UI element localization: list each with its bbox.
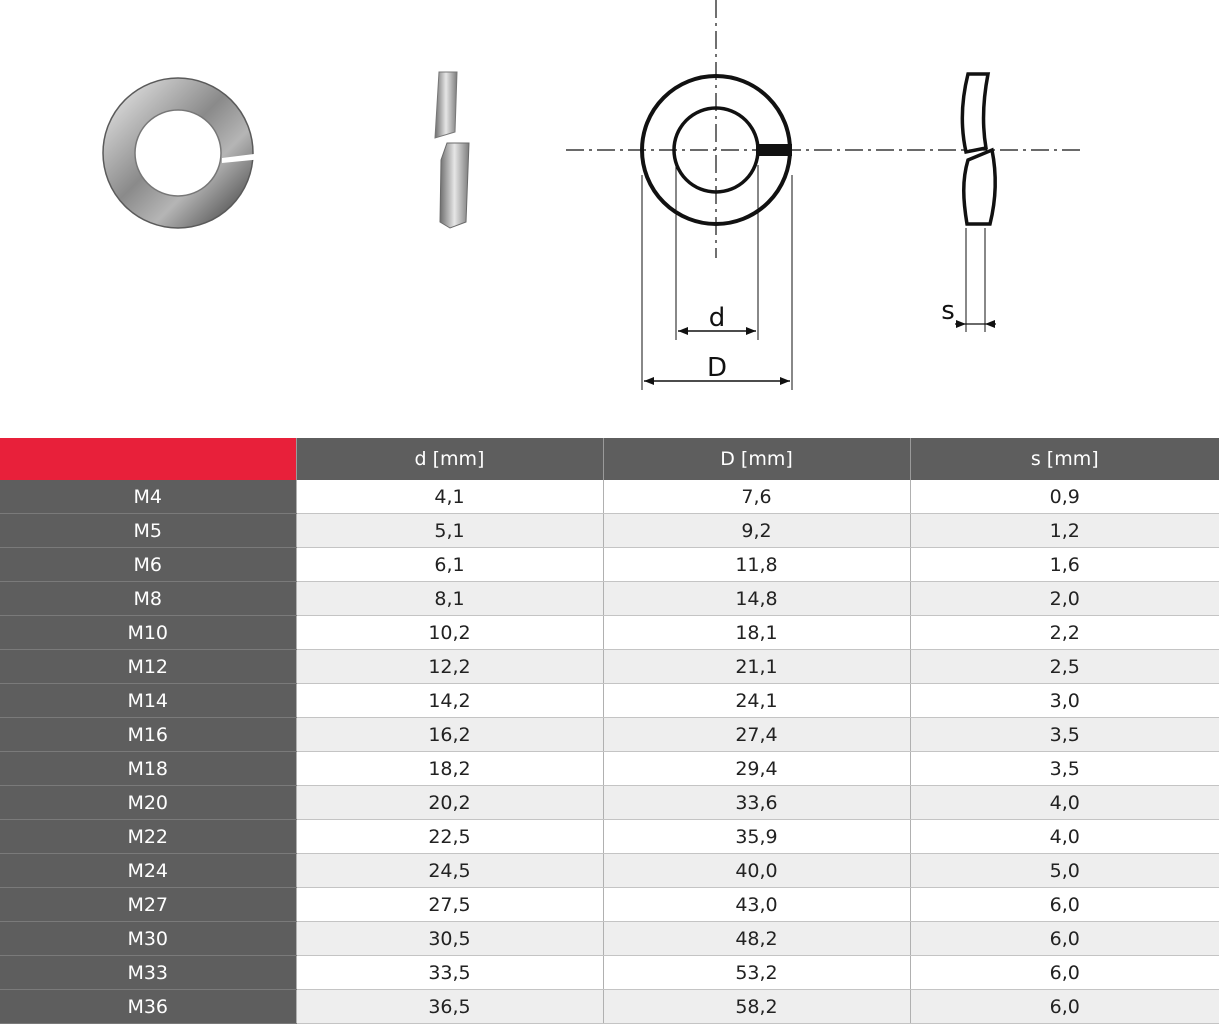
d-cell: 33,5	[296, 956, 603, 990]
table-row	[0, 786, 1219, 820]
size-cell: M6	[0, 548, 296, 582]
s-cell: 3,5	[910, 718, 1219, 752]
d-cell: 27,5	[296, 888, 603, 922]
D-cell: 27,4	[603, 718, 910, 752]
s-cell: 0,9	[910, 480, 1219, 514]
washer-photo-top	[103, 78, 262, 228]
table-row	[0, 956, 1219, 990]
s-cell: 2,5	[910, 650, 1219, 684]
size-cell: M18	[0, 752, 296, 786]
D-cell: 29,4	[603, 752, 910, 786]
d-cell: 30,5	[296, 922, 603, 956]
d-cell: 14,2	[296, 684, 603, 718]
d-cell: 12,2	[296, 650, 603, 684]
d-cell: 16,2	[296, 718, 603, 752]
size-cell: M30	[0, 922, 296, 956]
d-cell: 6,1	[296, 548, 603, 582]
D-cell: 21,1	[603, 650, 910, 684]
D-cell: 24,1	[603, 684, 910, 718]
washer-drawing-side	[955, 74, 996, 332]
size-cell: M8	[0, 582, 296, 616]
D-cell: 58,2	[603, 990, 910, 1024]
size-cell: M33	[0, 956, 296, 990]
D-cell: 18,1	[603, 616, 910, 650]
s-cell: 2,2	[910, 616, 1219, 650]
s-cell: 2,0	[910, 582, 1219, 616]
header-s: s [mm]	[910, 438, 1219, 480]
D-cell: 48,2	[603, 922, 910, 956]
table-row	[0, 854, 1219, 888]
header-corner	[0, 438, 296, 480]
D-cell: 33,6	[603, 786, 910, 820]
table-header-row	[0, 438, 1219, 480]
table-row	[0, 650, 1219, 684]
D-cell: 11,8	[603, 548, 910, 582]
spring-washer-figure	[0, 0, 1219, 438]
D-cell: 43,0	[603, 888, 910, 922]
table-row	[0, 888, 1219, 922]
s-cell: 6,0	[910, 956, 1219, 990]
size-cell: M24	[0, 854, 296, 888]
d-cell: 24,5	[296, 854, 603, 888]
s-cell: 6,0	[910, 922, 1219, 956]
D-cell: 7,6	[603, 480, 910, 514]
size-cell: M22	[0, 820, 296, 854]
D-cell: 40,0	[603, 854, 910, 888]
size-cell: M20	[0, 786, 296, 820]
s-cell: 3,5	[910, 752, 1219, 786]
D-cell: 53,2	[603, 956, 910, 990]
size-cell: M14	[0, 684, 296, 718]
s-cell: 6,0	[910, 990, 1219, 1024]
d-cell: 18,2	[296, 752, 603, 786]
size-cell: M16	[0, 718, 296, 752]
table-row	[0, 548, 1219, 582]
s-cell: 6,0	[910, 888, 1219, 922]
d-cell: 20,2	[296, 786, 603, 820]
s-cell: 3,0	[910, 684, 1219, 718]
washer-drawing-top	[566, 0, 1083, 390]
table-row	[0, 752, 1219, 786]
table-row	[0, 820, 1219, 854]
dimensions-table	[0, 438, 1219, 1024]
table-row	[0, 922, 1219, 956]
s-cell: 1,6	[910, 548, 1219, 582]
diameter-d-label: d	[708, 303, 726, 333]
D-cell: 9,2	[603, 514, 910, 548]
s-cell: 5,0	[910, 854, 1219, 888]
d-cell: 22,5	[296, 820, 603, 854]
diameter-D-label: D	[706, 353, 728, 383]
table-row	[0, 684, 1219, 718]
size-cell: M12	[0, 650, 296, 684]
table-body	[0, 480, 1219, 1024]
table-row	[0, 480, 1219, 514]
size-cell: M5	[0, 514, 296, 548]
header-D: D [mm]	[603, 438, 910, 480]
d-cell: 36,5	[296, 990, 603, 1024]
table-row	[0, 990, 1219, 1024]
size-cell: M10	[0, 616, 296, 650]
D-cell: 14,8	[603, 582, 910, 616]
table-row	[0, 514, 1219, 548]
s-cell: 1,2	[910, 514, 1219, 548]
D-cell: 35,9	[603, 820, 910, 854]
size-cell: M36	[0, 990, 296, 1024]
d-cell: 4,1	[296, 480, 603, 514]
table-row	[0, 582, 1219, 616]
thickness-s-label: s	[941, 296, 955, 326]
header-d: d [mm]	[296, 438, 603, 480]
s-cell: 4,0	[910, 820, 1219, 854]
table-row	[0, 718, 1219, 752]
s-cell: 4,0	[910, 786, 1219, 820]
d-cell: 8,1	[296, 582, 603, 616]
table-row	[0, 616, 1219, 650]
size-cell: M4	[0, 480, 296, 514]
size-cell: M27	[0, 888, 296, 922]
d-cell: 10,2	[296, 616, 603, 650]
d-cell: 5,1	[296, 514, 603, 548]
washer-photo-side	[435, 72, 469, 228]
